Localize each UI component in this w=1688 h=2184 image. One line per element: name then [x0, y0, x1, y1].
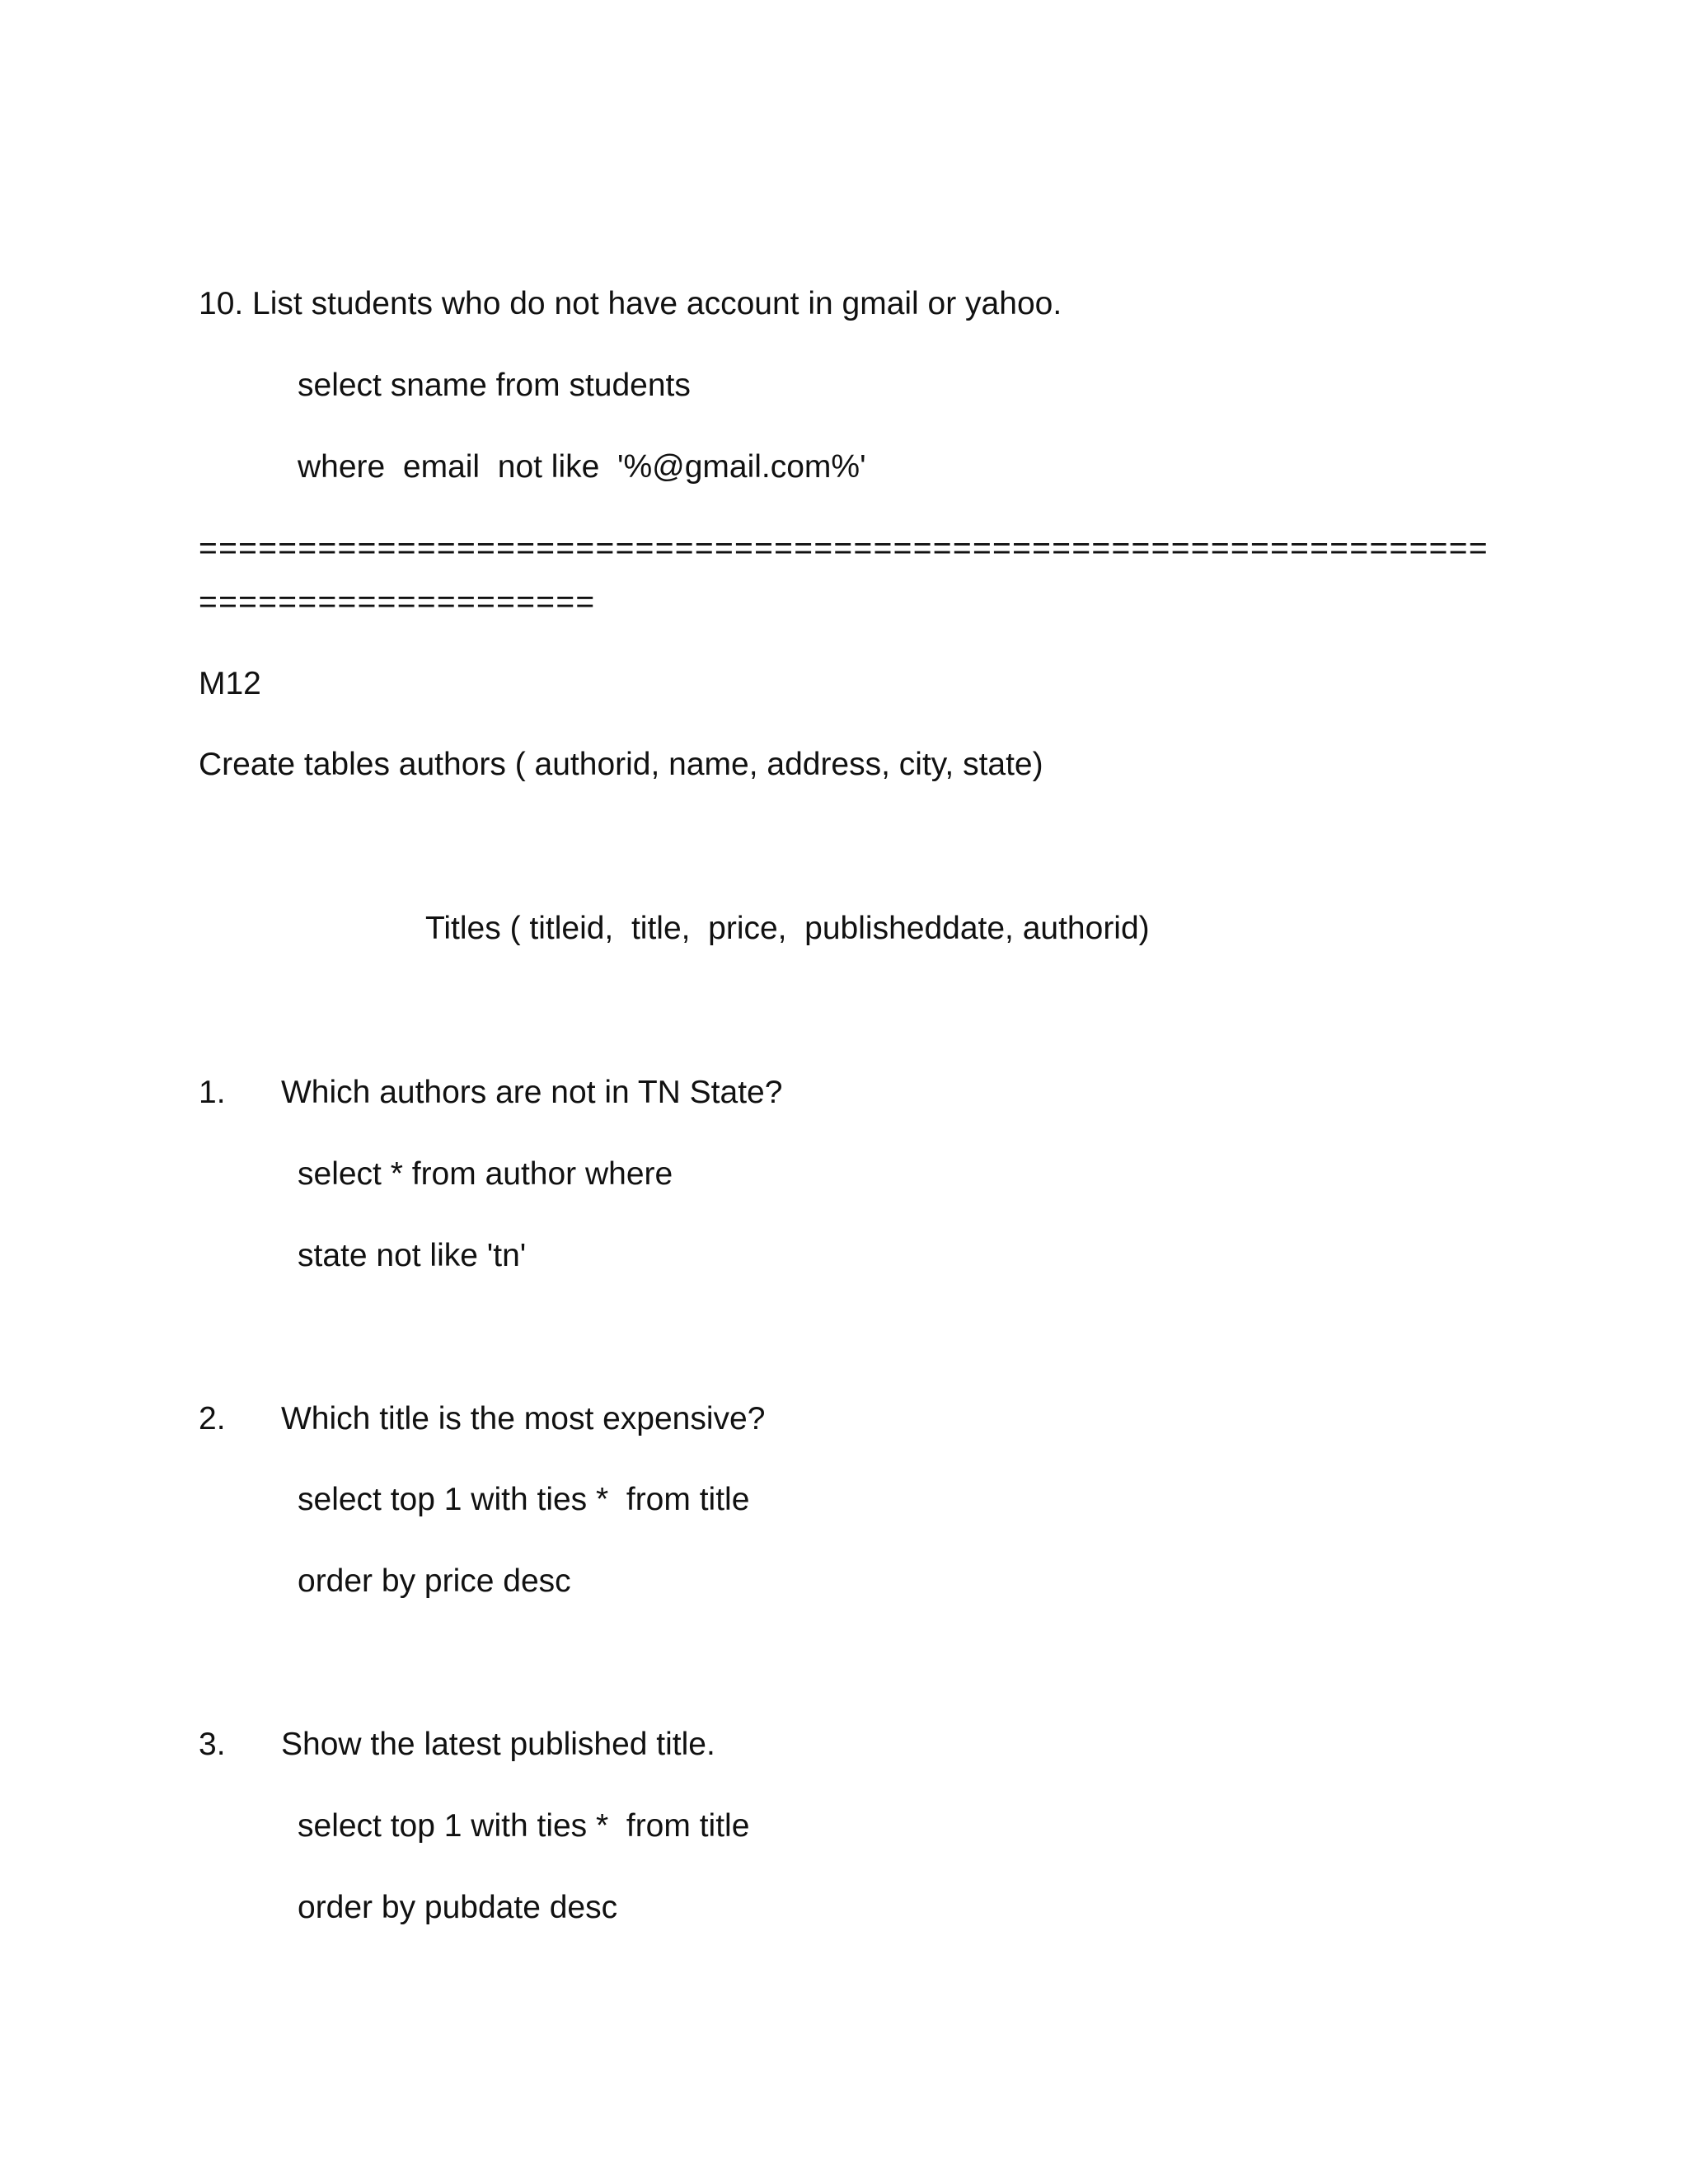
q10-question: 10. List students who do not have account in gmail or yahoo. — [199, 286, 1062, 321]
question-2-number: 2. — [199, 1401, 226, 1436]
question-1-sql-line-1: select * from author where — [298, 1156, 673, 1192]
question-3-sql-line-1: select top 1 with ties * from title — [298, 1808, 750, 1844]
question-1-number: 1. — [199, 1075, 226, 1110]
question-3-text: Show the latest published title. — [281, 1727, 715, 1762]
q10-sql-line-1: select sname from students — [298, 368, 691, 403]
tables-line-2: Titles ( titleid, title, price, publisheddate, authorid) — [425, 911, 1150, 946]
separator-line-1: ================================================================= — [199, 531, 1489, 566]
question-1-sql-line-2: state not like 'tn' — [298, 1238, 527, 1273]
question-2-sql-line-1: select top 1 with ties * from title — [298, 1482, 750, 1517]
question-2-sql-line-2: order by price desc — [298, 1563, 571, 1599]
separator-line-2: ==================== — [199, 584, 596, 620]
question-2-text: Which title is the most expensive? — [281, 1401, 766, 1436]
q10-sql-line-2: where email not like '%@gmail.com%' — [298, 449, 866, 485]
question-3-number: 3. — [199, 1727, 226, 1762]
question-1-text: Which authors are not in TN State? — [281, 1075, 783, 1110]
tables-line-1: Create tables authors ( authorid, name, address, city, state) — [199, 747, 1043, 782]
section-code: M12 — [199, 666, 261, 701]
question-3-sql-line-2: order by pubdate desc — [298, 1890, 618, 1925]
